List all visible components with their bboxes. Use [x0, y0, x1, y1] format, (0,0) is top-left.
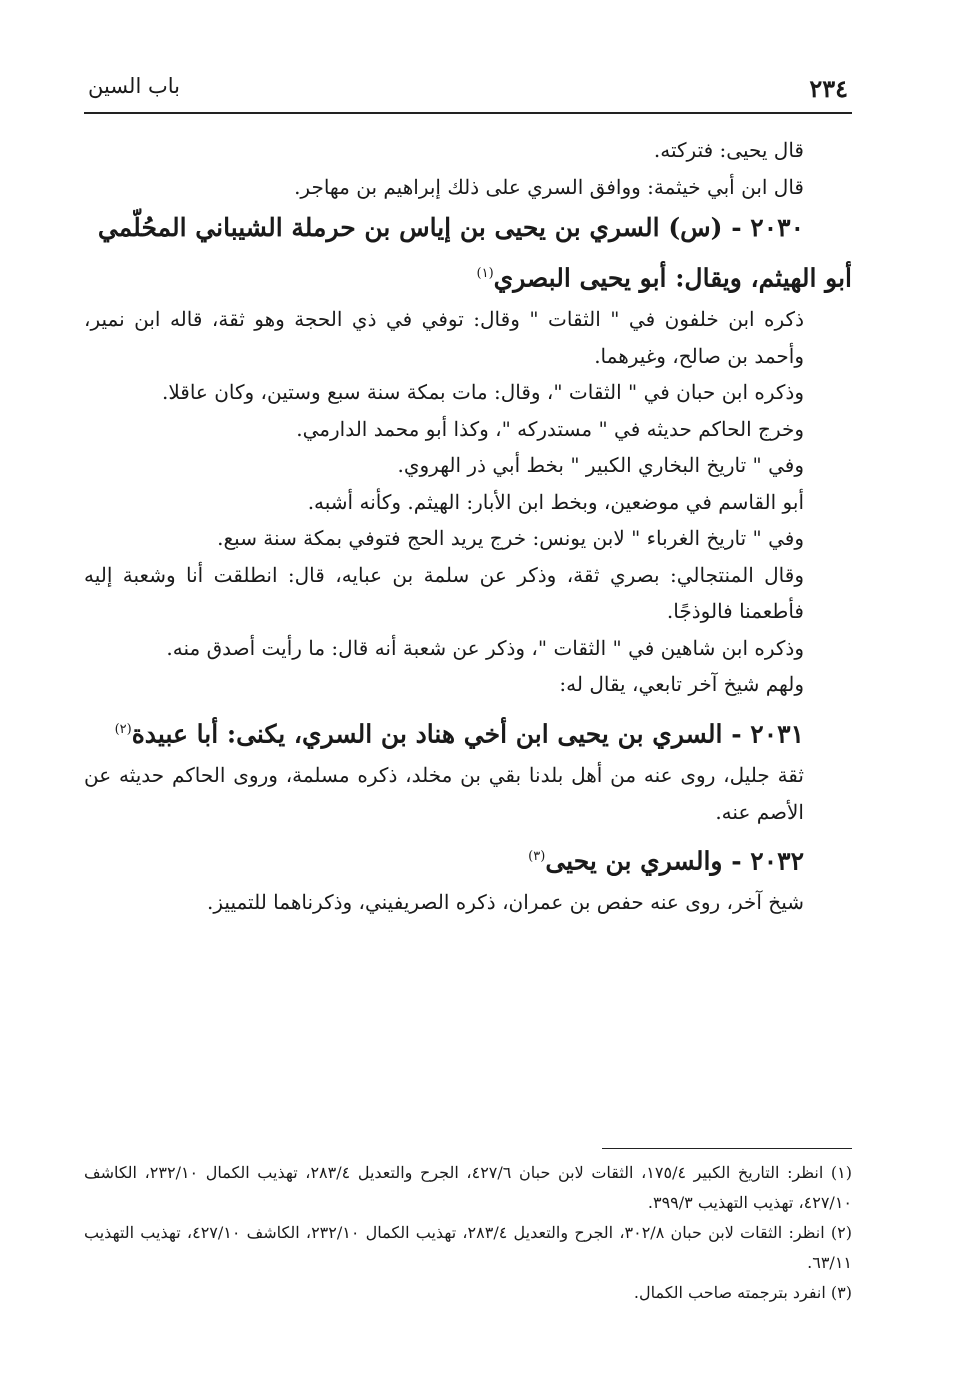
paragraph: وذكره ابن شاهين في " الثقات "، وذكر عن شعبة أنه قال: ما رأيت أصدق منه. [166, 635, 804, 660]
page-body [84, 132, 852, 921]
entry-heading-text: أبو الهيثم، ويقال: أبو يحيى البصري [493, 263, 852, 293]
footnote-marker: (٣) [528, 849, 546, 865]
page-header [84, 60, 852, 114]
entry-heading-2030 [84, 205, 852, 251]
paragraph: أبو القاسم في موضعين، وبخط ابن الأبار: الهيثم. وكأنه أشبه. [307, 489, 804, 514]
paragraph: وخرج الحاكم حديثه في " مستدركه "، وكذا أبو محمد الدارمي. [296, 416, 804, 441]
paragraph: ولهم شيخ آخر تابعي، يقال له: [559, 672, 804, 697]
paragraph: شيخ آخر، روى عنه حفص بن عمران، ذكره الصريفيني، وذكرناهما للتمييز. [207, 890, 804, 915]
paragraph: وذكره ابن حبان في " الثقات "، وقال: مات بمكة سنة سبع وستين، وكان عاقلا. [161, 380, 804, 405]
paragraph: ثقة جليل، روى عنه من أهل بلدنا بقي بن مخلد، ذكره مسلمة، وروى الحاكم حديثه عن الأصم عنه. [84, 763, 804, 824]
footnote-marker: (٢) [114, 721, 132, 737]
entry-heading-text: ٢٠٣٠ - (س) السري بن يحيى بن إياس بن حرملة الشيباني المحُلّمي [97, 213, 804, 242]
footnote: (٣) انفرد بترجمته صاحب الكمال. [633, 1283, 852, 1302]
book-page [84, 60, 853, 1302]
paragraph: وفي " تاريخ الغرباء " لابن يونس: خرج يريد الحج فتوفي بمكة سنة سبع. [217, 526, 804, 551]
entry-heading-text: ٢٠٣١ - السري بن يحيى ابن أخي هناد بن السري، يكنى: أبا عبيدة [131, 719, 804, 749]
running-title: باب السين [88, 74, 180, 98]
entry-heading-2031 [84, 707, 852, 757]
footnote-marker: (١) [476, 266, 494, 281]
entry-heading-2030-continued [84, 251, 852, 301]
paragraph: ذكره ابن خلفون في " الثقات " وقال: توفي في ذي الحجة وهو ثقة، قاله ابن نمير، وأحمد بن صالح، وغيرهما. [84, 307, 804, 368]
footnote: (١) انظر: التاريخ الكبير ١٧٥/٤، الثقات لابن حبان ٤٢٧/٦، الجرح والتعديل ٢٨٣/٤، تهذيب الكمال ٢٣٢/١٠، الكاشف ٤٢٧/١٠، تهذيب التهذيب ٣٩٩/٣. [84, 1163, 853, 1212]
paragraph: وقال المنتجالي: بصري ثقة، وذكر عن سلمة بن عبايه، قال: انطلقت أنا وشعبة إليه فأطعمنا فالوذجًا. [84, 562, 804, 624]
page-number: ٢٣٤ [809, 74, 848, 103]
text-line: قال ابن أبي خيثمة: ووافق السري على ذلك إبراهيم بن مهاجر. [294, 174, 804, 199]
text-line: قال يحيى: فتركته. [653, 138, 804, 162]
paragraph: وفي " تاريخ البخاري الكبير " بخط أبي ذر الهروي. [397, 453, 804, 478]
footnote: (٢) انظر: الثقات لابن حبان ٣٠٢/٨، الجرح والتعديل ٢٨٣/٤، تهذيب الكمال ٢٣٢/١٠، الكاشف ٤٢٧/١٠، تهذيب التهذيب ٦٣/١١. [84, 1223, 852, 1272]
entry-heading-text: ٢٠٣٢ - والسري بن يحيى [545, 846, 804, 876]
entry-heading-2032 [84, 834, 852, 884]
footnotes [84, 1158, 852, 1308]
